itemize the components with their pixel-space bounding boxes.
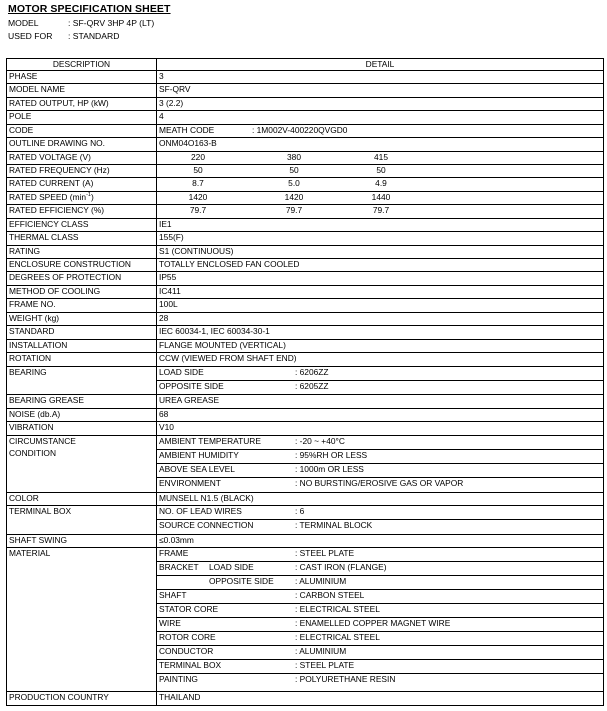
bracket-load-key: LOAD SIDE xyxy=(209,562,254,573)
table-row xyxy=(7,111,604,124)
row-value: ONM04O163-B xyxy=(157,138,604,151)
row-value xyxy=(157,366,604,395)
circumstance-value: : NO BURSTING/EROSIVE GAS OR VAPOR xyxy=(295,477,464,488)
table-row xyxy=(7,97,604,110)
table-row xyxy=(7,178,604,191)
row-label: ROTATION xyxy=(7,353,157,366)
material-value: : STEEL PLATE xyxy=(295,660,355,671)
bearing-opp-key: OPPOSITE SIDE xyxy=(159,380,224,391)
material-line xyxy=(157,673,604,686)
model-value: : SF-QRV 3HP 4P (LT) xyxy=(68,18,155,28)
row-label: SHAFT SWING xyxy=(7,535,157,548)
row-label: PHASE xyxy=(7,70,157,83)
material-line xyxy=(157,548,604,561)
material-value: : ELECTRICAL STEEL xyxy=(295,604,380,615)
row-label: RATED EFFICIENCY (%) xyxy=(7,205,157,218)
table-row xyxy=(7,435,604,492)
material-line xyxy=(157,645,604,659)
terminal-box-value: : TERMINAL BLOCK xyxy=(295,520,373,531)
speed-label-end: ) xyxy=(90,191,94,202)
table-row xyxy=(7,535,604,548)
used-for-value: : STANDARD xyxy=(68,31,120,41)
row-value xyxy=(157,178,604,191)
circumstance-value: : -20 ~ +40°C xyxy=(295,435,345,446)
table-row xyxy=(7,353,604,366)
table-row xyxy=(7,205,604,218)
table-row xyxy=(7,408,604,421)
row-value xyxy=(157,191,604,204)
table-row xyxy=(7,138,604,151)
header-description: DESCRIPTION xyxy=(7,59,157,71)
row-value xyxy=(157,548,604,692)
table-row xyxy=(7,326,604,339)
row-value: 3 (2.2) xyxy=(157,97,604,110)
circumstance-value: : 1000m OR LESS xyxy=(295,463,364,474)
used-for-line xyxy=(8,31,119,41)
bearing-load-key: LOAD SIDE xyxy=(159,366,204,377)
material-key: FRAME xyxy=(159,548,189,559)
efficiency-2: 79.7 xyxy=(285,205,303,216)
voltage-2: 380 xyxy=(287,151,301,162)
row-value xyxy=(157,506,604,535)
sheet-title: MOTOR SPECIFICATION SHEET xyxy=(8,3,171,15)
efficiency-1: 79.7 xyxy=(189,205,207,216)
row-value: 100L xyxy=(157,299,604,312)
row-value: TOTALLY ENCLOSED FAN COOLED xyxy=(157,259,604,272)
row-value xyxy=(157,151,604,164)
bearing-opp-line xyxy=(157,380,604,394)
frequency-2: 50 xyxy=(289,164,299,175)
terminal-box-key: NO. OF LEAD WIRES xyxy=(159,506,242,517)
table-row xyxy=(7,285,604,298)
material-line xyxy=(157,589,604,603)
table-row xyxy=(7,339,604,352)
row-label: METHOD OF COOLING xyxy=(7,285,157,298)
speed-2: 1420 xyxy=(284,191,304,202)
row-value: IEC 60034-1, IEC 60034-30-1 xyxy=(157,326,604,339)
table-row xyxy=(7,232,604,245)
row-label: RATING xyxy=(7,245,157,258)
row-value: IE1 xyxy=(157,218,604,231)
row-label: RATED FREQUENCY (Hz) xyxy=(7,164,157,177)
table-row xyxy=(7,70,604,83)
row-value xyxy=(157,205,604,218)
material-value: : POLYURETHANE RESIN xyxy=(295,674,396,685)
row-label: VIBRATION xyxy=(7,422,157,435)
row-label xyxy=(7,435,157,492)
material-value: : STEEL PLATE xyxy=(295,548,355,559)
row-label: COLOR xyxy=(7,492,157,505)
row-label: INSTALLATION xyxy=(7,339,157,352)
row-value: UREA GREASE xyxy=(157,395,604,408)
row-label: THERMAL CLASS xyxy=(7,232,157,245)
circumstance-value: : 95%RH OR LESS xyxy=(295,449,368,460)
row-label: OUTLINE DRAWING NO. xyxy=(7,138,157,151)
material-key: STATOR CORE xyxy=(159,604,219,615)
bracket-load-value: : CAST IRON (FLANGE) xyxy=(295,562,387,573)
bearing-opp-value: : 6205ZZ xyxy=(295,380,329,391)
row-value: FLANGE MOUNTED (VERTICAL) xyxy=(157,339,604,352)
row-value: ≤0.03mm xyxy=(157,535,604,548)
row-value: SF-QRV xyxy=(157,84,604,97)
speed-label-sup: -1 xyxy=(86,192,91,199)
current-3: 4.9 xyxy=(375,178,387,189)
row-label: RATED CURRENT (A) xyxy=(7,178,157,191)
circumstance-key: AMBIENT HUMIDITY xyxy=(159,449,239,460)
row-value xyxy=(157,435,604,492)
row-label: PRODUCTION COUNTRY xyxy=(7,692,157,706)
terminal-box-line xyxy=(157,519,604,533)
material-key: TERMINAL BOX xyxy=(159,660,222,671)
table-row xyxy=(7,272,604,285)
circumstance-key: ABOVE SEA LEVEL xyxy=(159,463,235,474)
used-for-label: USED FOR xyxy=(8,31,53,41)
row-label xyxy=(7,191,157,204)
row-label: DEGREES OF PROTECTION xyxy=(7,272,157,285)
row-value: THAILAND xyxy=(157,692,604,706)
row-label: RATED VOLTAGE (V) xyxy=(7,151,157,164)
spec-table xyxy=(6,58,604,706)
table-row xyxy=(7,151,604,164)
efficiency-3: 79.7 xyxy=(372,205,390,216)
row-label: NOISE (db.A) xyxy=(7,408,157,421)
table-row xyxy=(7,422,604,435)
row-value: V10 xyxy=(157,422,604,435)
circumstance-label-2: CONDITION xyxy=(9,448,56,459)
table-row xyxy=(7,191,604,204)
circumstance-label-1: CIRCUMSTANCE xyxy=(9,435,76,446)
row-label: RATED OUTPUT, HP (kW) xyxy=(7,97,157,110)
bracket-key: BRACKET xyxy=(159,562,199,573)
code-key: MEATH CODE xyxy=(159,124,215,135)
row-value: 3 xyxy=(157,70,604,83)
current-2: 5.0 xyxy=(288,178,300,189)
circumstance-key: ENVIRONMENT xyxy=(159,477,221,488)
model-line xyxy=(8,18,154,28)
row-value: 68 xyxy=(157,408,604,421)
material-line xyxy=(157,575,604,589)
table-row xyxy=(7,124,604,137)
table-row xyxy=(7,692,604,706)
speed-1: 1420 xyxy=(188,191,208,202)
circumstance-line xyxy=(157,449,604,463)
terminal-box-value: : 6 xyxy=(295,506,305,517)
material-line xyxy=(157,561,604,575)
material-key: PAINTING xyxy=(159,674,198,685)
material-line xyxy=(157,617,604,631)
frequency-1: 50 xyxy=(193,164,203,175)
row-label: MODEL NAME xyxy=(7,84,157,97)
circumstance-line xyxy=(157,477,604,490)
row-label: WEIGHT (kg) xyxy=(7,312,157,325)
row-value xyxy=(157,124,604,137)
bearing-load-value: : 6206ZZ xyxy=(295,366,329,377)
row-value: CCW (VIEWED FROM SHAFT END) xyxy=(157,353,604,366)
material-key: CONDUCTOR xyxy=(159,646,214,657)
circumstance-key: AMBIENT TEMPERATURE xyxy=(159,435,261,446)
material-value: : CARBON STEEL xyxy=(295,590,365,601)
bracket-opp-value: : ALUMINIUM xyxy=(295,576,347,587)
row-label: POLE xyxy=(7,111,157,124)
material-value: : ENAMELLED COPPER MAGNET WIRE xyxy=(295,618,451,629)
row-label: BEARING xyxy=(7,366,157,395)
row-label: CODE xyxy=(7,124,157,137)
table-row xyxy=(7,395,604,408)
circumstance-line xyxy=(157,463,604,477)
model-label: MODEL xyxy=(8,18,39,28)
circumstance-line xyxy=(157,436,604,449)
terminal-box-key: SOURCE CONNECTION xyxy=(159,520,254,531)
row-label: ENCLOSURE CONSTRUCTION xyxy=(7,259,157,272)
table-row xyxy=(7,218,604,231)
table-row xyxy=(7,366,604,395)
table-row xyxy=(7,312,604,325)
material-key: ROTOR CORE xyxy=(159,632,216,643)
terminal-box-line xyxy=(157,506,604,519)
current-1: 8.7 xyxy=(192,178,204,189)
material-line xyxy=(157,631,604,645)
table-row xyxy=(7,492,604,505)
header-detail: DETAIL xyxy=(157,59,604,71)
row-label: MATERIAL xyxy=(7,548,157,692)
frequency-3: 50 xyxy=(376,164,386,175)
row-label: BEARING GREASE xyxy=(7,395,157,408)
table-row xyxy=(7,84,604,97)
row-label: TERMINAL BOX xyxy=(7,506,157,535)
table-row xyxy=(7,299,604,312)
row-value xyxy=(157,164,604,177)
material-value: : ALUMINIUM xyxy=(295,646,347,657)
row-value: IC411 xyxy=(157,285,604,298)
bearing-load-line xyxy=(157,367,604,380)
voltage-3: 415 xyxy=(374,151,388,162)
row-value: MUNSELL N1.5 (BLACK) xyxy=(157,492,604,505)
material-line xyxy=(157,603,604,617)
table-row xyxy=(7,245,604,258)
material-key: SHAFT xyxy=(159,590,187,601)
speed-3: 1440 xyxy=(371,191,391,202)
row-value: 4 xyxy=(157,111,604,124)
row-label: STANDARD xyxy=(7,326,157,339)
material-line xyxy=(157,659,604,673)
material-key: WIRE xyxy=(159,618,181,629)
material-value: : ELECTRICAL STEEL xyxy=(295,632,380,643)
table-row xyxy=(7,506,604,535)
row-value: 155(F) xyxy=(157,232,604,245)
row-value: 28 xyxy=(157,312,604,325)
row-value: S1 (CONTINUOUS) xyxy=(157,245,604,258)
row-label: FRAME NO. xyxy=(7,299,157,312)
voltage-1: 220 xyxy=(191,151,205,162)
table-row xyxy=(7,164,604,177)
code-value: : 1M002V-400220QVGD0 xyxy=(252,124,348,135)
table-row xyxy=(7,548,604,692)
speed-label: RATED SPEED (min xyxy=(9,191,87,202)
table-row xyxy=(7,259,604,272)
bracket-opp-key: OPPOSITE SIDE xyxy=(209,576,274,587)
row-label: EFFICIENCY CLASS xyxy=(7,218,157,231)
row-value: IP55 xyxy=(157,272,604,285)
